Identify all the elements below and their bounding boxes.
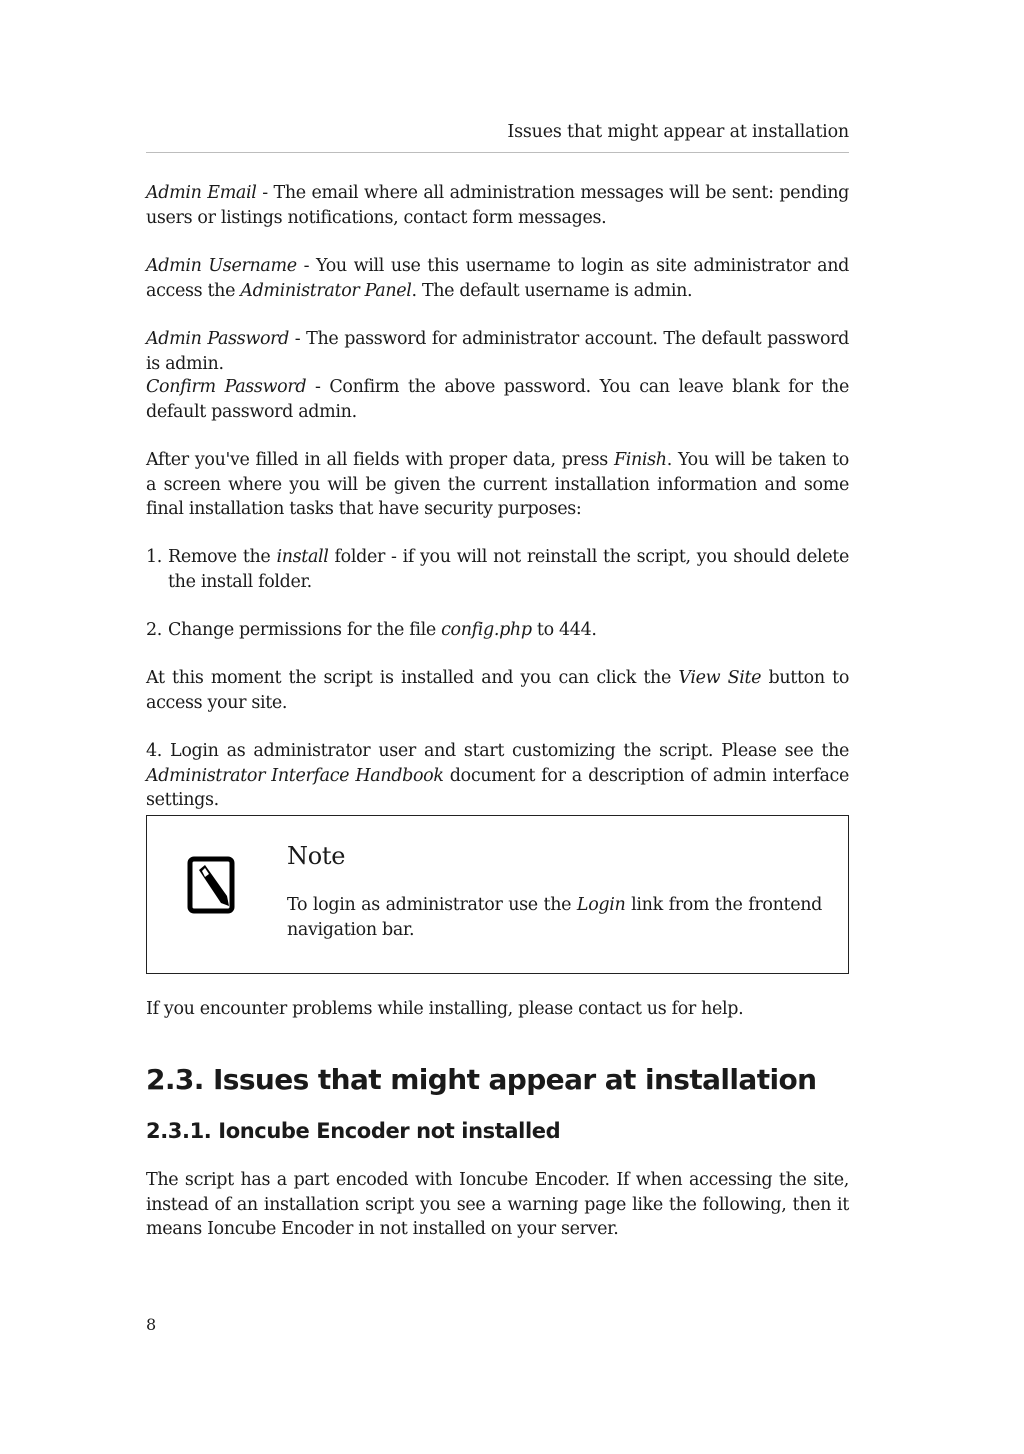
emphasis: Finish: [613, 450, 667, 470]
field-desc-emphasis: Administrator Panel: [240, 280, 412, 301]
task-item-2: [146, 618, 849, 643]
field-admin-email: [146, 181, 849, 230]
text: to 444.: [531, 620, 597, 640]
emphasis: Administrator Interface Handbook: [146, 765, 444, 786]
text: . You will be taken to a screen where you will be given the current installation information and some final installation tasks that have security purposes:: [146, 450, 849, 519]
emphasis: install: [276, 547, 329, 567]
text: link from the frontend navigation bar.: [287, 895, 822, 940]
text: At this moment the script is installed and you can click the: [146, 668, 679, 688]
field-desc: . The default username is admin.: [411, 280, 693, 301]
field-term: Admin Password: [146, 329, 290, 349]
subsection-heading: 2.3.1. Ioncube Encoder not installed: [146, 1119, 561, 1143]
help-paragraph: If you encounter problems while installing, please contact us for help.: [146, 999, 744, 1019]
text: button to access your site.: [146, 668, 850, 713]
field-desc: You will use this username to login as site administrator and access the: [146, 256, 849, 301]
field-sep: -: [289, 329, 307, 349]
text: 4. Login as administrator user and start customizing the script. Please see the: [146, 741, 849, 761]
text: Change permissions for the file: [168, 620, 442, 640]
field-term: Admin Username: [146, 256, 297, 276]
finish-paragraph: [146, 448, 849, 522]
header-divider: [146, 152, 849, 153]
task-text: [168, 545, 849, 594]
field-term: Confirm Password: [146, 377, 307, 397]
field-sep: -: [256, 183, 274, 203]
emphasis: View Site: [678, 668, 762, 688]
task-number: 2.: [146, 620, 162, 640]
ioncube-paragraph: The script has a part encoded with Ioncube Encoder. If when accessing the site, instead of an installation script you see a warning page like the following, then it means Ioncube Encoder in not installed on your server.: [146, 1170, 849, 1239]
task-item-1: [146, 545, 849, 594]
text: document for a description of admin interface settings.: [146, 765, 849, 810]
field-admin-password: [146, 327, 849, 376]
emphasis: Login: [576, 895, 626, 915]
emphasis: config.php: [441, 620, 532, 640]
section-heading: 2.3. Issues that might appear at installation: [146, 1063, 817, 1096]
installed-paragraph: [146, 666, 849, 715]
field-desc: Confirm the above password. You can leave blank for the default password admin.: [146, 377, 849, 422]
note-pencil-icon: [187, 856, 239, 916]
text: After you've filled in all fields with proper data, press: [146, 450, 614, 470]
note-text: [287, 893, 822, 942]
field-desc: The password for administrator account. The default password is admin.: [146, 329, 850, 374]
field-desc: The email where all administration messages will be sent: pending users or listings notifications, contact form messages.: [146, 183, 849, 228]
running-header: Issues that might appear at installation: [507, 122, 849, 142]
field-sep: -: [306, 377, 330, 397]
text: To login as administrator use the: [287, 895, 577, 915]
field-sep: -: [296, 256, 317, 276]
note-title: Note: [287, 842, 346, 870]
login-paragraph: [146, 739, 849, 813]
field-admin-username: [146, 254, 849, 303]
task-number: 1.: [146, 547, 162, 567]
task-text: [168, 618, 849, 643]
page-number: 8: [146, 1315, 157, 1334]
text: Remove the: [168, 547, 277, 567]
field-confirm-password: [146, 375, 849, 424]
field-term: Admin Email: [146, 183, 257, 203]
note-box: [146, 815, 849, 974]
text: folder - if you will not reinstall the script, you should delete the install folder.: [168, 547, 849, 592]
